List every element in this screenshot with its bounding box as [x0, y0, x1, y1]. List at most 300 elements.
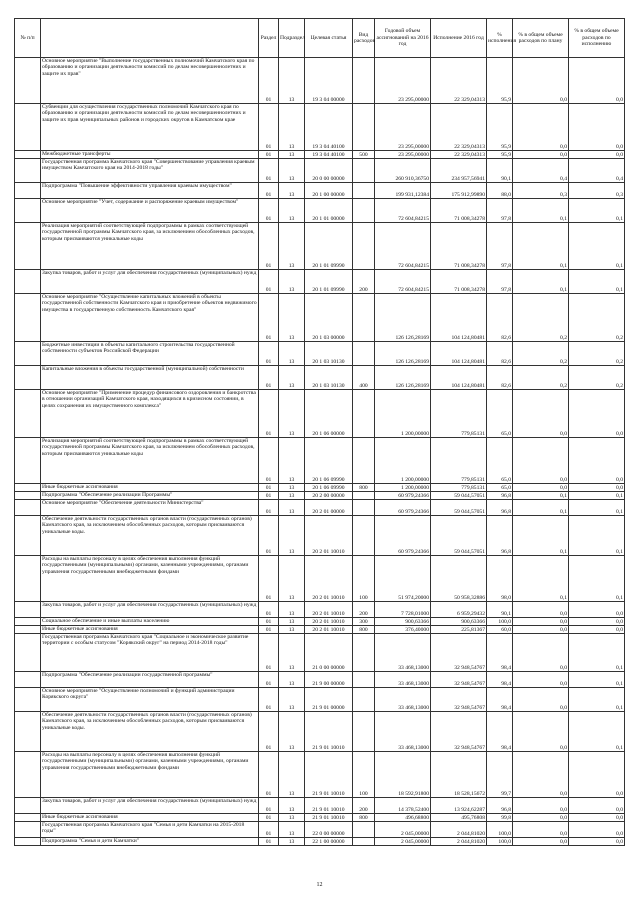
cell-podrazdel: 13	[279, 484, 305, 492]
cell-num	[15, 688, 41, 712]
cell-procent: 95,9	[487, 58, 513, 104]
cell-num	[15, 492, 41, 500]
table-row	[15, 58, 625, 104]
cell-procent: 98,0	[487, 556, 513, 602]
cell-name: Обеспечение деятельности государственных органов власти (государственных органов) Камчатского края, за исключением обособленных расходов, которым присваиваются уникальные коды.	[41, 516, 259, 556]
cell-vid-rashodov: 200	[353, 602, 375, 618]
cell-dolya-isp: 0,0	[569, 838, 625, 846]
cell-dolya-isp: 0,0	[569, 752, 625, 798]
cell-cel-statya: 20 1 06 09990	[305, 484, 353, 492]
cell-name: Реализация мероприятий соответствующей подпрограммы в рамках соответствующей государственной программы Камчатского края, за исключением обособленных расходов, которым присваиваются уникальные коды	[41, 223, 259, 270]
cell-plan: 33 468,13000	[375, 634, 431, 672]
cell-name: Основное мероприятие "Применение процедур финансового оздоровления и банкротства в отношении организаций Камчатского края, находящихся в кризисном состоянии, в целях сохранения их имущественного комплекса"	[41, 390, 259, 438]
cell-plan: 199 931,12384	[375, 183, 431, 199]
cell-ispolnenie: 32 948,54767	[431, 672, 487, 688]
cell-dolya-plan: 0,0	[513, 438, 569, 484]
cell-dolya-plan: 0,0	[513, 672, 569, 688]
cell-num	[15, 500, 41, 516]
cell-podrazdel: 13	[279, 151, 305, 159]
cell-razdel: 01	[259, 752, 279, 798]
cell-razdel: 01	[259, 500, 279, 516]
cell-cel-statya: 20 1 06 09990	[305, 438, 353, 484]
cell-num	[15, 58, 41, 104]
cell-plan: 18 592,91800	[375, 752, 431, 798]
cell-podrazdel: 13	[279, 634, 305, 672]
table-row	[15, 752, 625, 798]
cell-vid-rashodov: 200	[353, 798, 375, 814]
cell-plan: 1 200,00000	[375, 438, 431, 484]
cell-razdel: 01	[259, 104, 279, 151]
cell-dolya-isp: 0,0	[569, 390, 625, 438]
table-row	[15, 159, 625, 183]
cell-razdel: 01	[259, 634, 279, 672]
cell-procent: 65,0	[487, 390, 513, 438]
cell-vid-rashodov	[353, 438, 375, 484]
table-body	[15, 58, 625, 846]
cell-ispolnenie: 32 948,54767	[431, 712, 487, 752]
table-row	[15, 556, 625, 602]
cell-vid-rashodov: 200	[353, 270, 375, 294]
cell-ispolnenie: 50 958,32886	[431, 556, 487, 602]
cell-vid-rashodov	[353, 634, 375, 672]
cell-ispolnenie: 71 008,34278	[431, 270, 487, 294]
cell-procent: 65,0	[487, 438, 513, 484]
cell-procent: 88,0	[487, 183, 513, 199]
cell-cel-statya: 20 1 01 09990	[305, 223, 353, 270]
cell-dolya-plan: 0,0	[513, 618, 569, 626]
cell-vid-rashodov: 800	[353, 484, 375, 492]
cell-dolya-plan: 0,0	[513, 151, 569, 159]
table-row	[15, 183, 625, 199]
cell-vid-rashodov	[353, 342, 375, 366]
cell-num	[15, 618, 41, 626]
cell-ispolnenie: 32 948,54767	[431, 634, 487, 672]
table-row	[15, 626, 625, 634]
cell-plan: 1 200,00000	[375, 390, 431, 438]
cell-ispolnenie: 2 044,81020	[431, 822, 487, 838]
cell-podrazdel: 13	[279, 500, 305, 516]
cell-name: Основное мероприятие "Осуществление капитальных вложений в объекты государственной собственности Камчатского края и приобретение объектов недвижимого имущества в государственную собственность Камчатского края"	[41, 294, 259, 342]
cell-podrazdel: 13	[279, 618, 305, 626]
cell-procent: 96,8	[487, 500, 513, 516]
cell-num	[15, 342, 41, 366]
cell-cel-statya: 20 1 01 09990	[305, 270, 353, 294]
cell-cel-statya: 20 2 01 00000	[305, 500, 353, 516]
cell-procent: 82,6	[487, 342, 513, 366]
cell-razdel: 01	[259, 814, 279, 822]
cell-num	[15, 159, 41, 183]
cell-name: Субвенции для осуществления государственных полномочий Камчатского края по образованию и организации деятельности комиссий по делам несовершеннолетних и защите их прав муниципальных районов и городских округов в Камчатском крае	[41, 104, 259, 151]
cell-cel-statya: 20 1 01 00000	[305, 199, 353, 223]
cell-cel-statya: 20 1 03 00000	[305, 294, 353, 342]
cell-razdel: 01	[259, 602, 279, 618]
cell-cel-statya: 21 9 01 10010	[305, 814, 353, 822]
table-row	[15, 366, 625, 390]
cell-ispolnenie: 104 124,80481	[431, 342, 487, 366]
cell-dolya-plan: 0,1	[513, 199, 569, 223]
cell-cel-statya: 20 2 01 10010	[305, 516, 353, 556]
cell-razdel: 01	[259, 798, 279, 814]
cell-dolya-plan: 0,3	[513, 183, 569, 199]
table-row	[15, 390, 625, 438]
cell-vid-rashodov	[353, 838, 375, 846]
cell-name: Бюджетные инвестиции в объекты капитального строительства государственной собственности субъектов Российской Федерации	[41, 342, 259, 366]
cell-dolya-isp: 0,0	[569, 618, 625, 626]
cell-ispolnenie: 234 957,56941	[431, 159, 487, 183]
cell-podrazdel: 13	[279, 294, 305, 342]
cell-razdel: 01	[259, 516, 279, 556]
cell-podrazdel: 13	[279, 199, 305, 223]
cell-plan: 33 468,13000	[375, 688, 431, 712]
cell-vid-rashodov: 300	[353, 618, 375, 626]
cell-vid-rashodov	[353, 492, 375, 500]
cell-razdel: 01	[259, 390, 279, 438]
cell-vid-rashodov	[353, 500, 375, 516]
cell-vid-rashodov	[353, 672, 375, 688]
header-cel-statya: Целевая статья	[305, 19, 353, 58]
cell-podrazdel: 13	[279, 438, 305, 484]
cell-cel-statya: 20 1 06 00000	[305, 390, 353, 438]
cell-razdel: 01	[259, 618, 279, 626]
cell-procent: 60,0	[487, 626, 513, 634]
cell-plan: 23 295,00000	[375, 58, 431, 104]
cell-razdel: 01	[259, 342, 279, 366]
header-name	[41, 19, 259, 58]
cell-razdel: 01	[259, 223, 279, 270]
cell-num	[15, 438, 41, 484]
table-row	[15, 822, 625, 838]
cell-razdel: 01	[259, 438, 279, 484]
header-ispolnenie: Исполнение 2016 год	[431, 19, 487, 58]
cell-podrazdel: 13	[279, 58, 305, 104]
cell-num	[15, 602, 41, 618]
table-row	[15, 104, 625, 151]
cell-name: Основное мероприятие "Выполнение государственных полномочий Камчатского края по образованию и организации деятельности комиссий по делам несовершеннолетних и защите их прав"	[41, 58, 259, 104]
cell-ispolnenie: 900,63366	[431, 618, 487, 626]
cell-dolya-isp: 0,1	[569, 556, 625, 602]
cell-name: Межбюджетные трансферты	[41, 151, 259, 159]
cell-razdel: 01	[259, 199, 279, 223]
cell-vid-rashodov	[353, 822, 375, 838]
cell-plan: 33 468,13000	[375, 712, 431, 752]
cell-ispolnenie: 18 528,15672	[431, 752, 487, 798]
cell-cel-statya: 21 9 01 00000	[305, 688, 353, 712]
cell-vid-rashodov: 800	[353, 814, 375, 822]
cell-dolya-plan: 0,1	[513, 223, 569, 270]
cell-dolya-isp: 0,0	[569, 104, 625, 151]
cell-razdel: 01	[259, 270, 279, 294]
cell-plan: 14 378,52400	[375, 798, 431, 814]
cell-vid-rashodov	[353, 223, 375, 270]
cell-plan: 1 200,00000	[375, 484, 431, 492]
cell-name: Закупка товаров, работ и услуг для обеспечения государственных (муниципальных) нужд	[41, 602, 259, 618]
table-row	[15, 634, 625, 672]
cell-dolya-plan: 0,0	[513, 390, 569, 438]
cell-procent: 98,4	[487, 688, 513, 712]
cell-dolya-isp: 0,1	[569, 634, 625, 672]
cell-dolya-isp: 0,0	[569, 602, 625, 618]
cell-ispolnenie: 22 329,04313	[431, 151, 487, 159]
cell-num	[15, 183, 41, 199]
cell-plan: 33 468,13000	[375, 672, 431, 688]
cell-dolya-plan: 0,0	[513, 602, 569, 618]
cell-num	[15, 626, 41, 634]
cell-name: Подпрограмма "Семья и дети Камчатки"	[41, 838, 259, 846]
cell-procent: 96,8	[487, 798, 513, 814]
cell-name: Основное мероприятие "Учет, содержание и распоряжение краевым имуществом"	[41, 199, 259, 223]
cell-procent: 90,1	[487, 159, 513, 183]
cell-dolya-plan: 0,0	[513, 58, 569, 104]
cell-ispolnenie: 225,81367	[431, 626, 487, 634]
cell-procent: 100,0	[487, 618, 513, 626]
table-row	[15, 838, 625, 846]
cell-plan: 60 979,24366	[375, 500, 431, 516]
cell-dolya-isp: 0,1	[569, 500, 625, 516]
cell-plan: 60 979,24366	[375, 516, 431, 556]
cell-name: Обеспечение деятельности государственных органов власти (государственных органов) Камчатского края, за исключением обособленных расходов, которым присваиваются уникальные коды.	[41, 712, 259, 752]
cell-razdel: 01	[259, 183, 279, 199]
cell-ispolnenie: 104 124,80481	[431, 366, 487, 390]
cell-num	[15, 814, 41, 822]
cell-podrazdel: 13	[279, 814, 305, 822]
cell-dolya-plan: 0,0	[513, 688, 569, 712]
cell-razdel: 01	[259, 484, 279, 492]
cell-podrazdel: 13	[279, 516, 305, 556]
cell-ispolnenie: 71 008,34278	[431, 223, 487, 270]
cell-procent: 96,8	[487, 492, 513, 500]
cell-ispolnenie: 2 044,81020	[431, 838, 487, 846]
cell-dolya-isp: 0,1	[569, 223, 625, 270]
cell-num	[15, 516, 41, 556]
cell-razdel: 01	[259, 58, 279, 104]
cell-cel-statya: 20 1 03 10130	[305, 366, 353, 390]
cell-name: Иные бюджетные ассигнования	[41, 626, 259, 634]
cell-name: Государственная программа Камчатского края "Совершенствование управления краевым имуществом Камчатского края на 2014-2018 годы"	[41, 159, 259, 183]
cell-vid-rashodov	[353, 58, 375, 104]
cell-dolya-isp: 0,2	[569, 366, 625, 390]
cell-razdel: 01	[259, 838, 279, 846]
cell-dolya-isp: 0,4	[569, 159, 625, 183]
cell-num	[15, 798, 41, 814]
cell-ispolnenie: 71 008,34278	[431, 199, 487, 223]
table-row	[15, 484, 625, 492]
cell-dolya-plan: 0,0	[513, 752, 569, 798]
cell-num	[15, 366, 41, 390]
table-row	[15, 814, 625, 822]
cell-name: Подпрограмма "Повышение эффективности управления краевым имуществом"	[41, 183, 259, 199]
cell-name: Подпрограмма "Обеспечение реализации Программы"	[41, 492, 259, 500]
cell-ispolnenie: 13 924,62287	[431, 798, 487, 814]
table-row	[15, 618, 625, 626]
cell-name: Расходы на выплаты персоналу в целях обеспечения выполнения функций государственными (муниципальными) органами, казенными учреждениями, органами управления государственными внебюджетными фондами	[41, 752, 259, 798]
cell-procent: 95,9	[487, 104, 513, 151]
cell-plan: 376,40000	[375, 626, 431, 634]
cell-vid-rashodov	[353, 712, 375, 752]
table-row	[15, 199, 625, 223]
cell-dolya-isp: 0,0	[569, 151, 625, 159]
cell-ispolnenie: 59 044,57051	[431, 492, 487, 500]
header-dolya-plan: % в общем объеме расходов по плану	[513, 19, 569, 58]
header-godovoy-obem: Годовой объем ассигнований на 2016 год	[375, 19, 431, 58]
cell-vid-rashodov: 800	[353, 626, 375, 634]
cell-dolya-isp: 0,0	[569, 822, 625, 838]
cell-razdel: 01	[259, 556, 279, 602]
cell-dolya-plan: 0,0	[513, 712, 569, 752]
table-row	[15, 223, 625, 270]
cell-podrazdel: 13	[279, 366, 305, 390]
cell-podrazdel: 13	[279, 390, 305, 438]
cell-dolya-plan: 0,0	[513, 484, 569, 492]
table-row	[15, 294, 625, 342]
cell-num	[15, 199, 41, 223]
cell-cel-statya: 20 2 01 10010	[305, 626, 353, 634]
cell-cel-statya: 19 3 04 40100	[305, 104, 353, 151]
cell-cel-statya: 20 2 01 10010	[305, 602, 353, 618]
cell-vid-rashodov	[353, 516, 375, 556]
cell-razdel: 01	[259, 626, 279, 634]
cell-cel-statya: 20 2 01 10010	[305, 618, 353, 626]
budget-table-sheet	[14, 18, 624, 846]
cell-razdel: 01	[259, 688, 279, 712]
cell-num	[15, 104, 41, 151]
cell-plan: 2 045,00000	[375, 822, 431, 838]
cell-cel-statya: 20 1 00 00000	[305, 183, 353, 199]
cell-procent: 95,9	[487, 151, 513, 159]
cell-name: Иные бюджетные ассигнования	[41, 814, 259, 822]
cell-num	[15, 838, 41, 846]
cell-cel-statya: 19 3 04 00000	[305, 58, 353, 104]
cell-dolya-plan: 0,0	[513, 104, 569, 151]
cell-dolya-plan: 0,1	[513, 270, 569, 294]
cell-num	[15, 223, 41, 270]
cell-cel-statya: 20 2 01 10010	[305, 556, 353, 602]
cell-procent: 100,0	[487, 822, 513, 838]
cell-razdel: 01	[259, 294, 279, 342]
cell-plan: 51 974,20000	[375, 556, 431, 602]
cell-name: Государственная программа Камчатского края "Семья и дети Камчатки на 2015-2018 годы"	[41, 822, 259, 838]
cell-podrazdel: 13	[279, 492, 305, 500]
header-procent: % исполнения	[487, 19, 513, 58]
cell-podrazdel: 13	[279, 688, 305, 712]
cell-podrazdel: 13	[279, 712, 305, 752]
cell-vid-rashodov	[353, 104, 375, 151]
cell-dolya-isp: 0,1	[569, 492, 625, 500]
cell-dolya-plan: 0,2	[513, 294, 569, 342]
cell-razdel: 01	[259, 712, 279, 752]
cell-procent: 97,8	[487, 223, 513, 270]
cell-name: Социальное обеспечение и иные выплаты населению	[41, 618, 259, 626]
cell-name: Реализация мероприятий соответствующей подпрограммы в рамках соответствующей государственной программы Камчатского края, за исключением обособленных расходов, которым присваиваются уникальные коды	[41, 438, 259, 484]
cell-podrazdel: 13	[279, 270, 305, 294]
cell-procent: 82,6	[487, 294, 513, 342]
cell-ispolnenie: 22 329,04313	[431, 104, 487, 151]
cell-dolya-isp: 0,1	[569, 270, 625, 294]
cell-procent: 82,6	[487, 366, 513, 390]
cell-num	[15, 151, 41, 159]
table-row	[15, 688, 625, 712]
budget-execution-table	[14, 18, 625, 846]
cell-dolya-isp: 0,0	[569, 814, 625, 822]
cell-procent: 97,8	[487, 270, 513, 294]
cell-plan: 126 126,28169	[375, 294, 431, 342]
cell-name: Государственная программа Камчатского края "Социальное и экономическое развитие территории с особым статусом "Корякский округ" на период 2014-2018 годы"	[41, 634, 259, 672]
header-vid-rashodov: Вид расходов	[353, 19, 375, 58]
cell-num	[15, 484, 41, 492]
cell-name: Основное мероприятие "Осуществление полномочий и функций администрации Корякского округа"	[41, 688, 259, 712]
table-row	[15, 798, 625, 814]
cell-vid-rashodov	[353, 159, 375, 183]
cell-vid-rashodov	[353, 199, 375, 223]
cell-ispolnenie: 22 329,04313	[431, 58, 487, 104]
cell-ispolnenie: 495,76808	[431, 814, 487, 822]
cell-cel-statya: 21 9 01 10010	[305, 752, 353, 798]
table-row	[15, 438, 625, 484]
cell-dolya-plan: 0,0	[513, 634, 569, 672]
cell-cel-statya: 21 9 01 10010	[305, 712, 353, 752]
cell-dolya-plan: 0,0	[513, 838, 569, 846]
table-row	[15, 712, 625, 752]
cell-procent: 90,1	[487, 602, 513, 618]
cell-cel-statya: 21 9 01 10010	[305, 798, 353, 814]
cell-cel-statya: 21 9 00 00000	[305, 672, 353, 688]
header-dolya-isp: % в общем объеме расходов по исполнению	[569, 19, 625, 58]
cell-plan: 2 045,00000	[375, 838, 431, 846]
cell-num	[15, 634, 41, 672]
cell-dolya-isp: 0,0	[569, 438, 625, 484]
table-header-row	[15, 19, 625, 58]
cell-dolya-isp: 0,3	[569, 183, 625, 199]
cell-plan: 72 604,84215	[375, 199, 431, 223]
cell-plan: 23 295,00000	[375, 151, 431, 159]
cell-cel-statya: 20 2 00 00000	[305, 492, 353, 500]
cell-ispolnenie: 779,85131	[431, 484, 487, 492]
page-number: 12	[316, 882, 323, 888]
cell-podrazdel: 13	[279, 556, 305, 602]
cell-cel-statya: 20 0 00 00000	[305, 159, 353, 183]
cell-dolya-plan: 0,0	[513, 798, 569, 814]
table-row	[15, 516, 625, 556]
cell-num	[15, 390, 41, 438]
cell-podrazdel: 13	[279, 798, 305, 814]
cell-plan: 72 604,84215	[375, 223, 431, 270]
table-row	[15, 672, 625, 688]
cell-ispolnenie: 779,85131	[431, 390, 487, 438]
cell-plan: 126 126,28169	[375, 342, 431, 366]
cell-dolya-plan: 0,1	[513, 492, 569, 500]
cell-name: Основное мероприятие "Обеспечение деятельности Министерства"	[41, 500, 259, 516]
cell-plan: 496,68800	[375, 814, 431, 822]
cell-num	[15, 752, 41, 798]
cell-vid-rashodov: 400	[353, 366, 375, 390]
cell-podrazdel: 13	[279, 104, 305, 151]
table-row	[15, 270, 625, 294]
cell-vid-rashodov	[353, 183, 375, 199]
cell-dolya-plan: 0,0	[513, 822, 569, 838]
cell-vid-rashodov: 100	[353, 752, 375, 798]
cell-razdel: 01	[259, 151, 279, 159]
header-num: № п/п	[15, 19, 41, 58]
cell-dolya-isp: 0,1	[569, 712, 625, 752]
cell-num	[15, 672, 41, 688]
cell-procent: 99,8	[487, 814, 513, 822]
cell-razdel: 01	[259, 822, 279, 838]
cell-ispolnenie: 59 044,57051	[431, 500, 487, 516]
cell-num	[15, 822, 41, 838]
cell-razdel: 01	[259, 366, 279, 390]
table-row	[15, 342, 625, 366]
cell-vid-rashodov: 100	[353, 556, 375, 602]
cell-procent: 98,4	[487, 712, 513, 752]
